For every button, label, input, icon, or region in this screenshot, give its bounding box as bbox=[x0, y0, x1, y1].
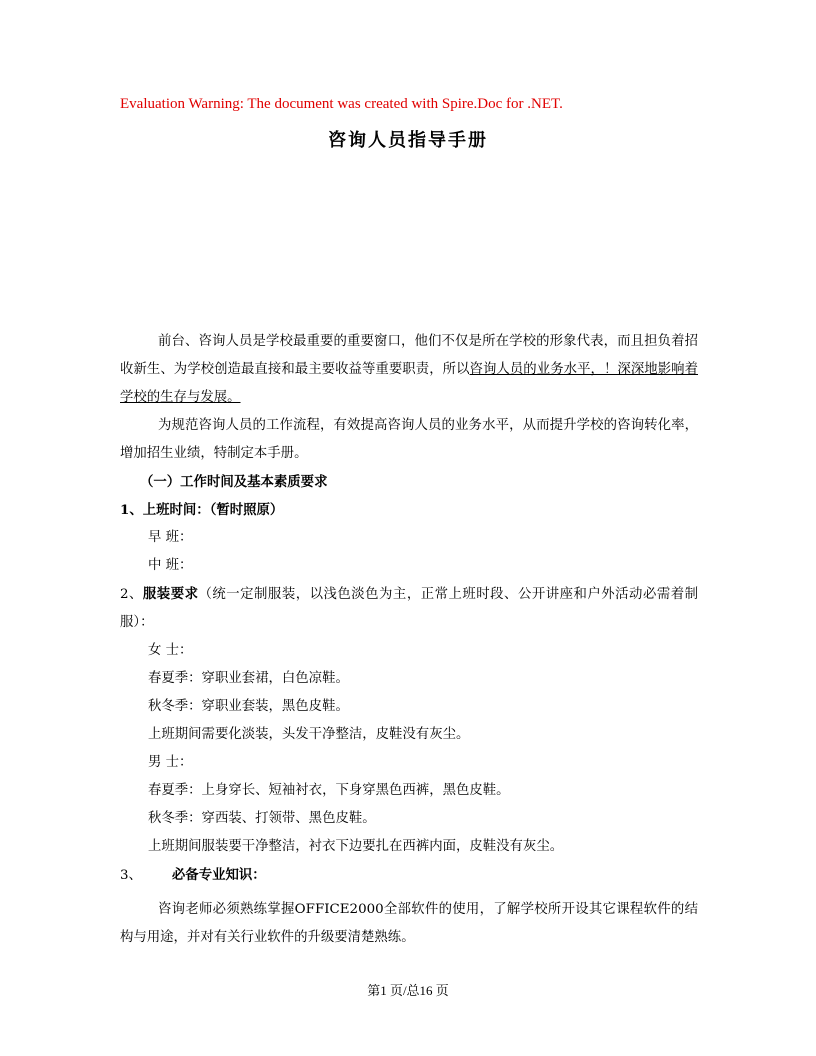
men-label: 男 士： bbox=[148, 755, 193, 770]
shift-morning: 早 班： bbox=[148, 530, 193, 545]
document-body bbox=[120, 328, 698, 952]
work-time-label: 1、上班时间：（暂时照原） bbox=[120, 502, 284, 518]
dress-code-label: 服装要求 bbox=[142, 586, 199, 602]
item-number: 2、 bbox=[120, 587, 143, 602]
intro-text: 前台、咨询人员是学校最重要的重要窗口，他们不仅是所在学校的形象代表，而且担负着招收新生、为学校创造最直接和最主要收益等重要职责，所以 bbox=[120, 334, 698, 377]
dress-code-detail: （统一定制服装，以浅色淡色为主，正常上班时段、公开讲座和户外活动必需着制服）： bbox=[120, 587, 699, 630]
evaluation-warning: Evaluation Warning: The document was created with Spire.Doc for .NET. bbox=[120, 96, 563, 112]
section-heading: （一）工作时间及基本素质要求 bbox=[140, 474, 328, 490]
knowledge-paragraph: 咨询老师必须熟练掌握OFFICE2000全部软件的使用，了解学校所开设其它课程软件的结构与用途，并对有关行业软件的升级要清楚熟练。 bbox=[120, 902, 698, 945]
women-label: 女 士： bbox=[148, 643, 193, 658]
shift-middle: 中 班： bbox=[148, 558, 193, 573]
page-footer: 第1 页/总16 页 bbox=[367, 983, 449, 998]
intro-paragraph-1 bbox=[120, 328, 698, 412]
dress-code-paragraph bbox=[120, 580, 698, 637]
intro-paragraph-2: 为规范咨询人员的工作流程，有效提高咨询人员的业务水平，从而提升学校的咨询转化率，增加招生业绩，特制定本手册。 bbox=[120, 418, 698, 461]
women-line: 春夏季：穿职业套裙，白色凉鞋。 bbox=[148, 671, 349, 686]
women-line: 上班期间需要化淡装，头发干净整洁，皮鞋没有灰尘。 bbox=[148, 727, 470, 742]
men-line: 秋冬季：穿西装、打领带、黑色皮鞋。 bbox=[148, 811, 376, 826]
men-line: 上班期间服装要干净整洁，衬衣下边要扎在西裤内面，皮鞋没有灰尘。 bbox=[148, 839, 564, 854]
knowledge-heading bbox=[120, 861, 698, 890]
document-title: 咨询人员指导手册 bbox=[328, 130, 488, 151]
men-line: 春夏季：上身穿长、短袖衬衣，下身穿黑色西裤，黑色皮鞋。 bbox=[148, 783, 510, 798]
intro-underlined-text: 咨询人员的业务水平，！深深地影响着学校的生存与发展。 bbox=[120, 362, 699, 405]
item-number: 3、 bbox=[120, 868, 142, 883]
women-line: 秋冬季：穿职业套装，黑色皮鞋。 bbox=[148, 699, 349, 714]
knowledge-label: 必备专业知识： bbox=[171, 867, 266, 883]
